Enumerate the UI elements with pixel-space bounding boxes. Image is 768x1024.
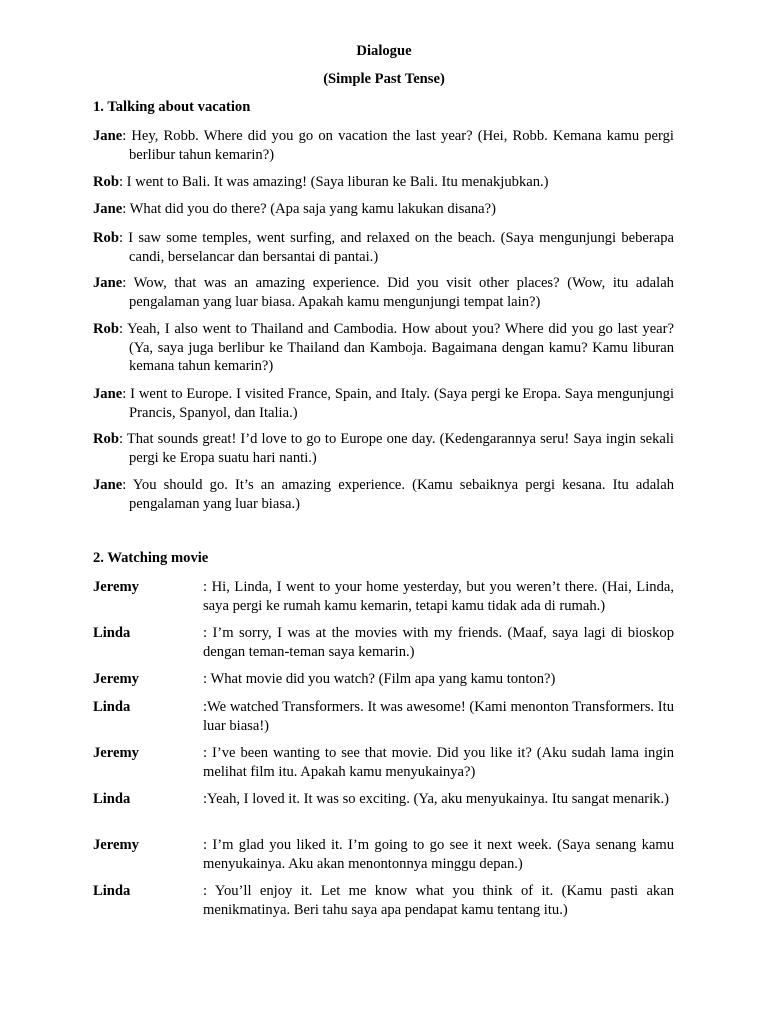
dialogue-line bbox=[93, 200, 674, 219]
speaker-separator: : bbox=[122, 386, 131, 402]
dialogue-text: : I’ve been wanting to see that movie. Did you like it? (Aku sudah lama ingin melihat film itu. Apakah kamu menyukainya?) bbox=[203, 745, 674, 780]
dialogue-text: : What movie did you watch? (Film apa yang kamu tonton?) bbox=[203, 671, 556, 687]
speaker-name: Jane bbox=[93, 477, 123, 493]
dialogue-text: I went to Bali. It was amazing! (Saya liburan ke Bali. Itu menakjubkan.) bbox=[126, 174, 549, 190]
speaker-name: Rob bbox=[93, 431, 119, 447]
speaker-name: Jeremy bbox=[93, 745, 139, 761]
dialogue-text: Hey, Robb. Where did you go on vacation the last year? (Hei, Robb. Kemana kamu pergi berlibur tahun kemarin?) bbox=[129, 128, 674, 163]
section-heading-movie: 2. Watching movie bbox=[93, 550, 209, 566]
speaker-separator: : bbox=[122, 477, 133, 493]
speaker-name: Jane bbox=[93, 201, 123, 217]
dialogue-text: : I’m glad you liked it. I’m going to go see it next week. (Saya senang kamu menyukainya. Aku akan menontonnya minggu depan.) bbox=[203, 837, 674, 872]
dialogue-text: You should go. It’s an amazing experience. (Kamu sebaiknya pergi kesana. Itu adalah pengalaman yang luar biasa.) bbox=[129, 477, 674, 512]
dialogue-text: : Hi, Linda, I went to your home yesterday, but you weren’t there. (Hai, Linda, saya pergi ke rumah kamu kemarin, tetapi kamu tidak ada di rumah.) bbox=[203, 579, 674, 614]
dialogue-text: : You’ll enjoy it. Let me know what you think of it. (Kamu pasti akan menikmatinya. Beri tahu saya apa pendapat kamu tentang itu.) bbox=[203, 883, 674, 918]
speaker-separator: : bbox=[118, 174, 127, 190]
speaker-name: Linda bbox=[93, 883, 131, 899]
dialogue-text: I went to Europe. I visited France, Spain, and Italy. (Saya pergi ke Eropa. Saya mengunjungi Prancis, Spanyol, dan Italia.) bbox=[129, 386, 675, 421]
dialogue-text: :Yeah, I loved it. It was so exciting. (Ya, aku menyukainya. Itu sangat menarik.) bbox=[203, 791, 669, 807]
dialogue-line bbox=[93, 274, 674, 311]
speaker-name: Jane bbox=[93, 386, 123, 402]
document-title: Dialogue bbox=[356, 43, 412, 59]
speaker-separator: : bbox=[118, 230, 129, 246]
speaker-name: Jane bbox=[93, 128, 123, 144]
dialogue-line bbox=[93, 320, 674, 376]
dialogue-text: What did you do there? (Apa saja yang kamu lakukan disana?) bbox=[129, 201, 496, 217]
speaker-name: Jane bbox=[93, 275, 123, 291]
speaker-separator: : bbox=[118, 431, 127, 447]
speaker-name: Rob bbox=[93, 321, 119, 337]
speaker-name: Linda bbox=[93, 791, 131, 807]
dialogue-text: Wow, that was an amazing experience. Did you visit other places? (Wow, itu adalah pengalaman yang luar biasa. Apakah kamu mengunjungi tempat lain?) bbox=[129, 275, 674, 310]
dialogue-text: That sounds great! I’d love to go to Europe one day. (Kedengarannya seru! Saya ingin sekali pergi ke Eropa suatu hari nanti.) bbox=[126, 431, 674, 466]
dialogue-text: I saw some temples, went surfing, and relaxed on the beach. (Saya mengunjungi beberapa candi, berselancar dan bersantai di pantai.) bbox=[128, 230, 674, 265]
speaker-name: Jeremy bbox=[93, 579, 139, 595]
dialogue-line bbox=[93, 229, 674, 266]
speaker-name: Jeremy bbox=[93, 837, 139, 853]
speaker-name: Linda bbox=[93, 625, 131, 641]
section-heading-vacation: 1. Talking about vacation bbox=[93, 99, 251, 115]
speaker-separator: : bbox=[122, 128, 132, 144]
speaker-name: Linda bbox=[93, 699, 131, 715]
dialogue-line bbox=[93, 127, 674, 164]
dialogue-line bbox=[93, 476, 674, 513]
dialogue-text: Yeah, I also went to Thailand and Cambodia. How about you? Where did you go last year? (Ya, saya juga berlibur ke Thailand dan Kamboja. Bagaimana dengan kamu? Kamu liburan kemana tahun kemarin?) bbox=[127, 321, 674, 374]
dialogue-text: : I’m sorry, I was at the movies with my friends. (Maaf, saya lagi di bioskop dengan teman-teman saya kemarin.) bbox=[203, 625, 674, 660]
speaker-name: Rob bbox=[93, 174, 119, 190]
dialogue-line bbox=[93, 430, 674, 467]
speaker-name: Rob bbox=[93, 230, 119, 246]
speaker-separator: : bbox=[122, 275, 134, 291]
dialogue-text: :We watched Transformers. It was awesome! (Kami menonton Transformers. Itu luar biasa!) bbox=[203, 699, 674, 734]
dialogue-line bbox=[93, 385, 674, 422]
document-subtitle: (Simple Past Tense) bbox=[323, 71, 445, 87]
speaker-name: Jeremy bbox=[93, 671, 139, 687]
speaker-separator: : bbox=[122, 201, 130, 217]
dialogue-line bbox=[93, 173, 674, 192]
speaker-separator: : bbox=[118, 321, 128, 337]
